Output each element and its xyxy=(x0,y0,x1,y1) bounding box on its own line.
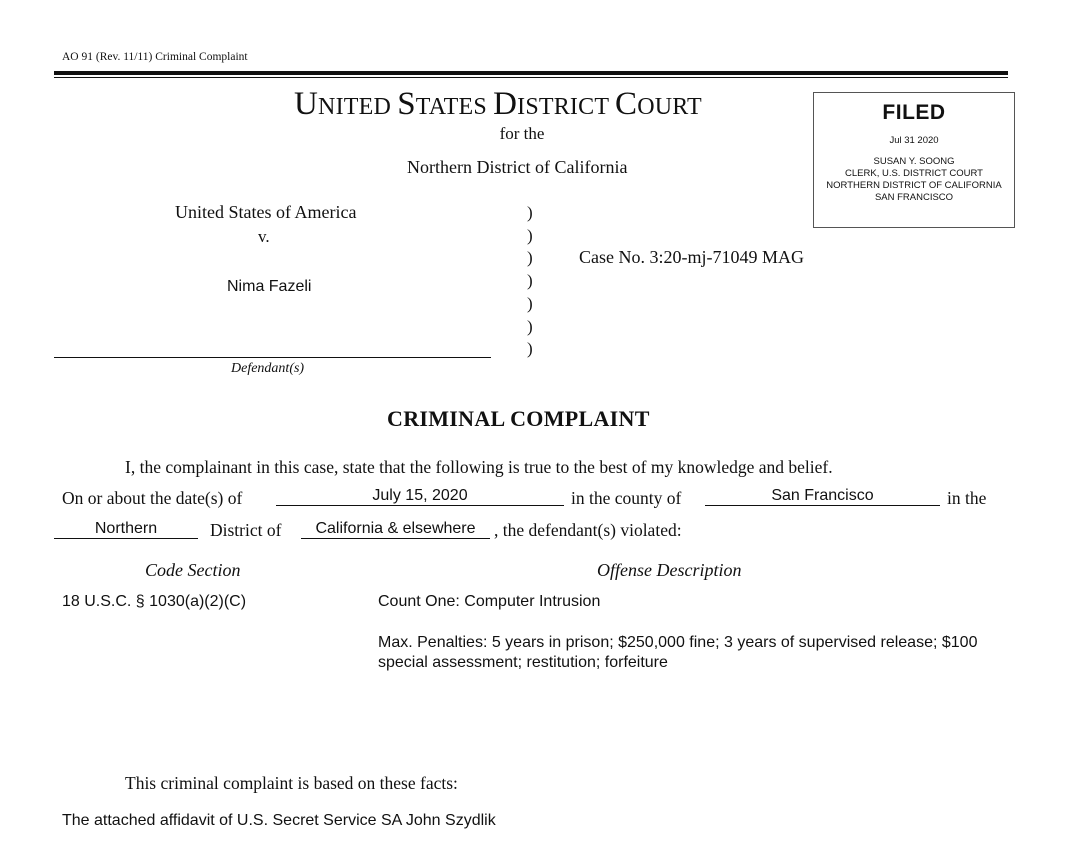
clerk-title: CLERK, U.S. DISTRICT COURT xyxy=(845,168,983,179)
caption-paren: ) xyxy=(527,271,533,291)
court-district: Northern District of California xyxy=(407,157,628,177)
versus: v. xyxy=(258,227,270,246)
court-title-part: OURT xyxy=(637,94,702,120)
court-title-part: D xyxy=(493,86,518,122)
caption-paren: ) xyxy=(527,293,533,313)
district-field: Northern xyxy=(54,520,198,539)
facts-intro: This criminal complaint is based on these facts: xyxy=(125,773,458,793)
code-section-header: Code Section xyxy=(145,560,241,580)
form-identifier: AO 91 (Rev. 11/11) Criminal Complaint xyxy=(62,51,248,63)
defendant-rule xyxy=(54,357,491,358)
court-title-part: TATES xyxy=(415,94,494,120)
county-label: in the county of xyxy=(571,488,682,508)
stamp-city: SAN FRANCISCO xyxy=(874,192,954,203)
state-field: California & elsewhere xyxy=(301,520,490,539)
violated-label: , the defendant(s) violated: xyxy=(494,520,682,540)
complaint-title: CRIMINAL COMPLAINT xyxy=(387,406,650,431)
plaintiff-name: United States of America xyxy=(175,202,357,222)
filed-date: Jul 31 2020 xyxy=(889,135,939,146)
case-number: Case No. 3:20-mj-71049 MAG xyxy=(579,247,804,267)
code-section: 18 U.S.C. § 1030(a)(2)(C) xyxy=(62,593,247,610)
filed-stamp xyxy=(813,92,1015,228)
in-the-label: in the xyxy=(947,488,987,508)
complaint-intro: I, the complainant in this case, state that the following is true to the best of my knowledge and belief. xyxy=(125,457,833,477)
caption-parentheses xyxy=(527,202,533,361)
offense-description-header: Offense Description xyxy=(597,560,742,580)
district-of-label: District of xyxy=(210,520,282,540)
stamp-district: NORTHERN DISTRICT OF CALIFORNIA xyxy=(826,180,1002,191)
defendant-name: Nima Fazeli xyxy=(227,278,312,295)
caption-paren: ) xyxy=(527,339,533,359)
header-rule-thin xyxy=(54,77,1008,78)
on-or-about-label: On or about the date(s) of xyxy=(62,488,243,508)
offense-count: Count One: Computer Intrusion xyxy=(378,593,601,610)
court-title-part: NITED xyxy=(318,94,398,120)
caption-paren: ) xyxy=(527,225,533,245)
defendant-label: Defendant(s) xyxy=(231,361,305,376)
county-field: San Francisco xyxy=(705,487,940,506)
court-title xyxy=(294,86,702,123)
max-penalties: Max. Penalties: 5 years in prison; $250,000 fine; 3 years of supervised release; $100 special assessment; restitution; forfeiture xyxy=(378,634,978,671)
caption-paren: ) xyxy=(527,316,533,336)
court-title-part: C xyxy=(614,86,638,122)
for-the-text: for the xyxy=(499,124,545,143)
court-title-part: S xyxy=(397,86,416,122)
header-rule-thick xyxy=(54,71,1008,75)
court-title-part: U xyxy=(294,86,319,122)
caption-paren: ) xyxy=(527,248,533,268)
court-title-part: ISTRICT xyxy=(517,94,615,120)
date-field: July 15, 2020 xyxy=(276,487,564,506)
filed-label: FILED xyxy=(882,101,946,124)
clerk-name: SUSAN Y. SOONG xyxy=(873,156,955,167)
caption-paren: ) xyxy=(527,203,533,222)
facts-text: The attached affidavit of U.S. Secret Service SA John Szydlik xyxy=(62,812,496,829)
